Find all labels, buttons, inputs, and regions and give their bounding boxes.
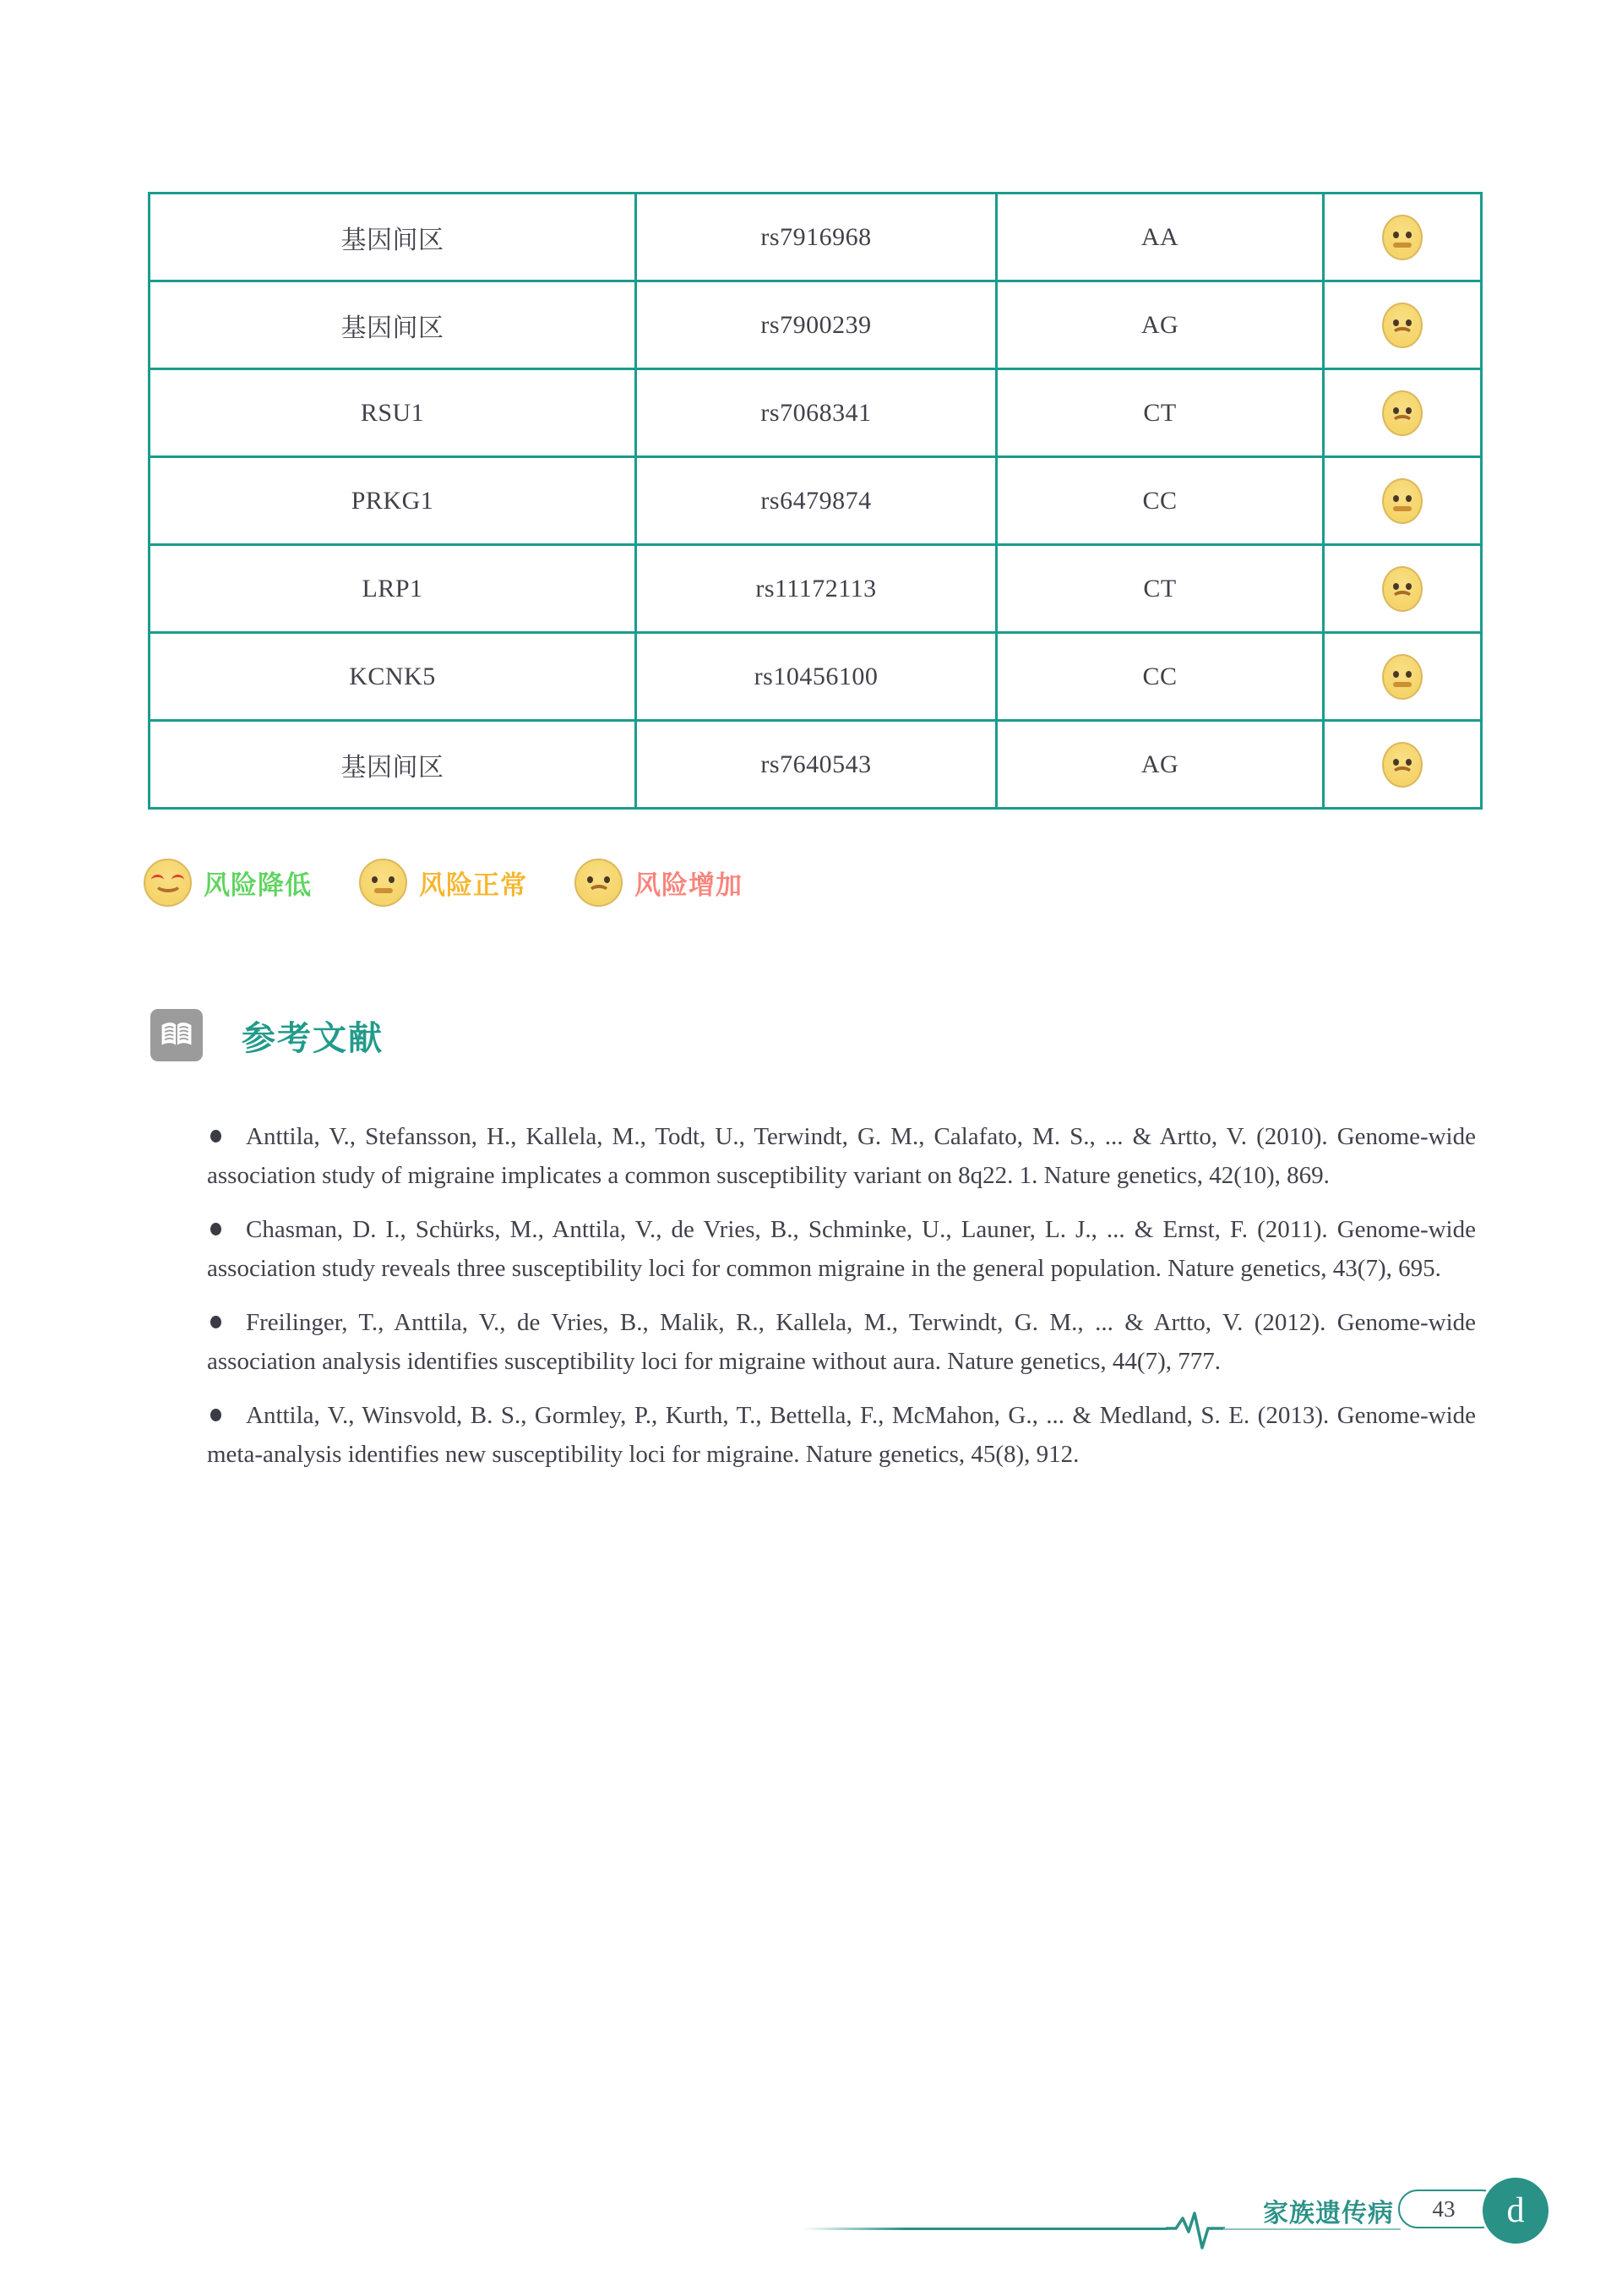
rs-cell [634, 634, 995, 719]
table-row [150, 543, 1480, 631]
bullet-icon [210, 1130, 221, 1143]
genotype-cell [995, 634, 1322, 719]
rs-cell [634, 458, 995, 543]
gene-label: KCNK5 [349, 662, 436, 690]
legend-label: 风险增加 [634, 870, 743, 900]
rs-id-label: rs6479874 [760, 486, 872, 515]
references-list [207, 1117, 1476, 1489]
table-row [150, 455, 1480, 543]
table-row [150, 194, 1480, 280]
reference-item [207, 1303, 1476, 1381]
bullet-icon [210, 1316, 221, 1328]
genotype-label: CT [1143, 398, 1177, 427]
genotype-label: AG [1140, 310, 1179, 339]
risk-face-icon [1382, 303, 1423, 348]
gene-label: PRKG1 [351, 486, 434, 515]
rs-cell [634, 546, 995, 631]
risk-cell [1322, 282, 1480, 368]
legend-item [144, 859, 312, 907]
rs-cell [634, 194, 995, 280]
risk-face-icon [1382, 390, 1423, 436]
gene-label: 基因间区 [340, 753, 444, 782]
rs-id-label: rs7640543 [760, 750, 872, 778]
heartbeat-icon [1166, 2203, 1225, 2255]
open-book-icon [150, 1009, 203, 1061]
references-title: 参考文献 [242, 1019, 384, 1057]
gene-cell [150, 282, 634, 368]
risk-cell [1322, 458, 1480, 543]
reference-text: Chasman, D. I., Schürks, M., Anttila, V., de Vries, B., Schminke, U., Launer, L. J., ... & Ernst, F. (2011). Genome-wide association study reveals three susceptibility loci for common migraine in the general population. Nature genetics, 43(7), 695. [207, 1216, 1476, 1282]
gene-label: 基因间区 [340, 226, 444, 254]
reference-text: Anttila, V., Winsvold, B. S., Gormley, P., Kurth, T., Bettella, F., McMahon, G., ... & Medland, S. E. (2013). Genome-wide meta-analysis identifies new susceptibility loci for migraine. Nature genetics, 45(8), 912. [207, 1402, 1476, 1468]
rs-cell [634, 282, 995, 368]
reference-text: Freilinger, T., Anttila, V., de Vries, B., Malik, R., Kallela, M., Terwindt, G. M., ... & Artto, V. (2012). Genome-wide association analysis identifies susceptibility loci for migraine without aura. Nature genetics, 44(7), 777. [207, 1309, 1476, 1375]
rs-id-label: rs11172113 [755, 574, 877, 603]
gene-cell [150, 722, 634, 807]
reference-item [207, 1396, 1476, 1474]
table-row [150, 631, 1480, 719]
risk-table [148, 192, 1483, 810]
risk-cell [1322, 546, 1480, 631]
gene-label: LRP1 [362, 574, 423, 603]
genotype-cell [995, 282, 1322, 368]
rs-cell [634, 722, 995, 807]
risk-cell [1322, 722, 1480, 807]
risk-face-icon [1382, 566, 1423, 612]
risk-face-icon [1382, 215, 1423, 260]
genotype-label: CT [1143, 574, 1177, 603]
risk-cell [1322, 370, 1480, 455]
genotype-cell [995, 194, 1322, 280]
brand-logo [1480, 2175, 1551, 2246]
rs-id-label: rs10456100 [754, 662, 879, 690]
footer-rule [803, 2228, 1168, 2230]
risk-cell [1322, 194, 1480, 280]
genotype-label: CC [1142, 486, 1178, 515]
risk-legend [144, 859, 790, 907]
table-row [150, 368, 1480, 455]
gene-cell [150, 458, 634, 543]
gene-cell [150, 546, 634, 631]
rs-id-label: rs7916968 [760, 222, 872, 251]
legend-label: 风险正常 [419, 870, 527, 900]
reference-text: Anttila, V., Stefansson, H., Kallela, M., Todt, U., Terwindt, G. M., Calafato, M. S., ... & Artto, V. (2010). Genome-wide association study of migraine implicates a common susceptibility variant on 8q22. 1. Nature genetics, 42(10), 869. [207, 1123, 1476, 1189]
genotype-cell [995, 546, 1322, 631]
brand-letter: d [1506, 2191, 1525, 2230]
page-number: 43 [1432, 2195, 1456, 2222]
risk-face-icon [1382, 742, 1423, 788]
footer-chapter-title: 家族遗传病 [1263, 2200, 1394, 2228]
genotype-label: AA [1140, 222, 1179, 251]
gene-label: 基因间区 [340, 314, 444, 342]
legend-face-icon [359, 859, 407, 907]
table-row [150, 280, 1480, 368]
genotype-label: AG [1140, 750, 1179, 778]
legend-face-icon [144, 859, 192, 907]
gene-label: RSU1 [360, 398, 425, 427]
genotype-label: CC [1142, 662, 1178, 690]
references-header [150, 1009, 384, 1061]
legend-item [359, 859, 527, 907]
bullet-icon [210, 1409, 221, 1421]
risk-face-icon [1382, 478, 1423, 524]
risk-face-icon [1382, 654, 1423, 700]
legend-label: 风险降低 [204, 870, 312, 900]
rs-id-label: rs7900239 [760, 310, 872, 339]
reference-item [207, 1117, 1476, 1195]
rs-id-label: rs7068341 [760, 398, 872, 427]
gene-cell [150, 194, 634, 280]
gene-cell [150, 370, 634, 455]
genotype-cell [995, 458, 1322, 543]
legend-item [574, 859, 743, 907]
rs-cell [634, 370, 995, 455]
gene-cell [150, 634, 634, 719]
risk-cell [1322, 634, 1480, 719]
legend-face-icon [574, 859, 623, 907]
genotype-cell [995, 722, 1322, 807]
bullet-icon [210, 1223, 221, 1235]
genotype-cell [995, 370, 1322, 455]
table-row [150, 719, 1480, 807]
reference-item [207, 1210, 1476, 1288]
